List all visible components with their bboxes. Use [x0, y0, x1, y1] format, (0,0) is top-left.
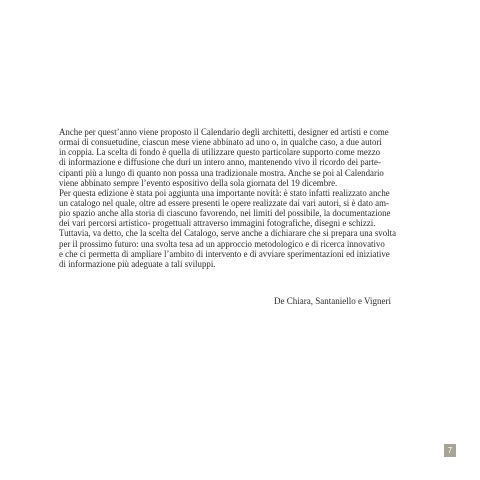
body-line: ormai di consuetudine, ciascun mese viene abbinato ad uno o, in qualche caso, a due autori [59, 137, 382, 148]
body-line: in coppia. La scelta di fondo è quella di utilizzare questo particolare supporto come mezzo [59, 147, 381, 158]
page-number: 7 [444, 444, 456, 457]
body-line: di informazione e diffusione che duri un intero anno, mantenendo vivo il ricordo dei parte- [59, 157, 381, 168]
body-line: per il prossimo futuro: una svolta tesa ad un approccio metodologico e di ricerca innovativo [59, 238, 385, 249]
body-line: Anche per quest’anno viene proposto il Calendario degli architetti, designer ed artisti e come [59, 127, 389, 137]
body-line: dei vari percorsi artistico- progettuali attraverso immagini fotografiche, disegni e schizzi. [59, 218, 376, 229]
body-line: Tuttavia, va detto, che la scelta del Catalogo, serve anche a dichiarare che si prepara una svolta [59, 228, 397, 239]
body-line: un catalogo nel quale, oltre ad essere presenti le opere realizzate dai vari autori, si è dato am- [59, 197, 389, 208]
body-line: viene abbinato sempre l’evento espositivo della sola giornata del 19 dicembre. [59, 177, 338, 188]
body-line: di informazione più adeguate a tali sviluppi. [59, 258, 216, 269]
body-line: pio spazio anche alla storia di ciascuno favorendo, nei limiti del possibile, la documentazione [59, 208, 391, 219]
signature: De Chiara, Santaniello e Vigneri [273, 296, 391, 306]
body-line: cipanti più a lungo di quanto non possa una tradizionale mostra. Anche se poi al Calendario [59, 167, 384, 178]
body-text [59, 127, 428, 269]
body-line: Per questa edizione è stata poi aggiunta una importante novità: è stato infatti realizzato anche [59, 187, 390, 198]
body-line: e che ci permetta di ampliare l’ambito di intervento e di avviare sperimentazioni ed iniziative [59, 248, 390, 259]
